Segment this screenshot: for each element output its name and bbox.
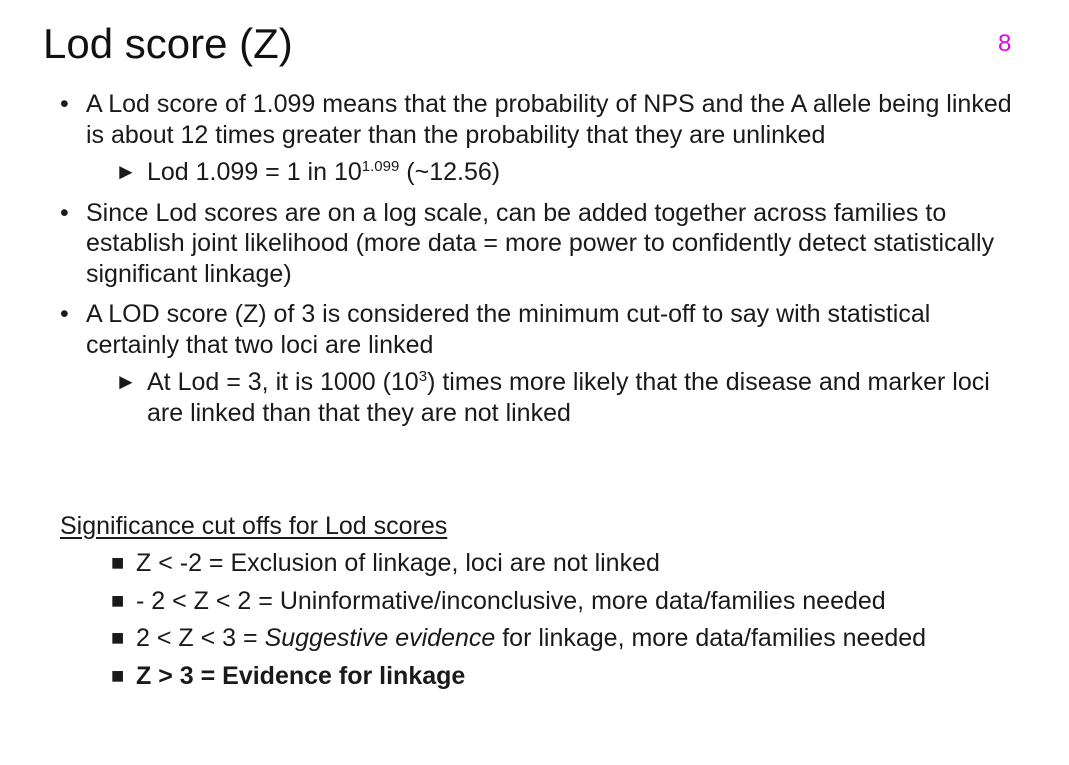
sub-point-text: At Lod = 3, it is 1000 (10 <box>147 368 419 396</box>
square-bullet-icon: ■ <box>111 587 125 613</box>
cutoff-evidence <box>111 661 1011 692</box>
slide-title: Lod score (Z) <box>43 20 293 67</box>
sub-point-lod-1099 <box>115 157 1020 188</box>
arrow-right-icon: ► <box>115 369 137 394</box>
square-bullet-icon: ■ <box>111 662 125 688</box>
bullet-log-scale <box>60 198 1020 290</box>
cutoff-text-suffix: for linkage, more data/families needed <box>495 624 927 652</box>
cutoff-text-prefix: 2 < Z < 3 = <box>136 624 265 652</box>
cutoff-text: - 2 < Z < 2 = Uninformative/inconclusive, more data/families needed <box>136 586 886 615</box>
bullet-text: A LOD score (Z) of 3 is considered the minimum cut-off to say with statistical certainly that two loci are linked <box>86 300 931 359</box>
page-number: 8 <box>998 30 1012 57</box>
bullet-dot-icon: • <box>60 300 69 328</box>
cutoff-text: Z < -2 = Exclusion of linkage, loci are not linked <box>136 549 660 577</box>
exponent: 3 <box>418 368 428 385</box>
exponent: 1.099 <box>361 158 400 175</box>
arrow-right-icon: ► <box>115 159 137 184</box>
square-bullet-icon: ■ <box>111 625 125 650</box>
bullet-lod-3 <box>60 299 1020 428</box>
bullet-text: Since Lod scores are on a log scale, can be added together across families to establish joint likelihood (more data = more power to confidently detect statistically significant linkage) <box>86 198 995 288</box>
sub-point-text-after: ) times more likely that the disease and marker loci are linked than that they are not linked <box>147 368 990 427</box>
cutoff-suggestive <box>111 623 1011 654</box>
significance-list <box>111 548 1011 698</box>
sub-point-text-after: (~12.56) <box>399 158 501 186</box>
bullet-dot-icon: • <box>60 198 69 227</box>
sub-point-lod-3 <box>115 367 1020 428</box>
bullet-lod-1099 <box>60 89 1020 188</box>
cutoff-emphasis: Suggestive evidence <box>264 624 496 652</box>
bullet-list <box>60 89 1020 438</box>
bullet-dot-icon: • <box>60 90 69 118</box>
cutoff-uninformative <box>111 586 1011 617</box>
cutoff-exclusion <box>111 548 1011 579</box>
bullet-text: A Lod score of 1.099 means that the probability of NPS and the A allele being linked is about 12 times greater than the probability that they are unlinked <box>86 90 1012 149</box>
square-bullet-icon: ■ <box>111 550 125 575</box>
sub-point-text: Lod 1.099 = 1 in 10 <box>147 158 362 186</box>
significance-heading: Significance cut offs for Lod scores <box>60 512 448 540</box>
cutoff-text: Z > 3 = Evidence for linkage <box>136 661 466 690</box>
